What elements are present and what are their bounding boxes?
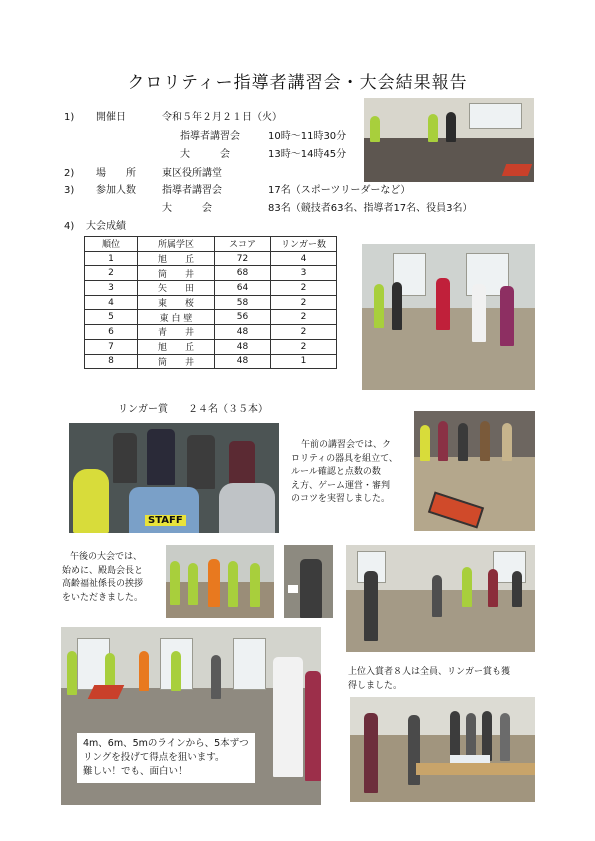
caption-afternoon-line-4: をいただきました。 [62, 592, 144, 603]
header-district: 所属学区 [138, 237, 215, 252]
caption-morning-line-5: のコツを実習しました。 [291, 494, 391, 504]
photo-winners [350, 697, 535, 802]
cell-district: 筒 井 [138, 354, 215, 369]
caption-lines [77, 733, 255, 783]
cell-rank: 4 [85, 295, 138, 310]
page-title: クロリティー指導者講習会・大会結果報告 [127, 73, 468, 93]
results-table [84, 236, 337, 369]
section-number-3: 3) [64, 185, 75, 196]
caption-morning-line-2: ロリティの器具を組立て、 [291, 453, 398, 464]
cell-ringer: 4 [271, 251, 337, 266]
cell-district: 東 桜 [138, 295, 215, 310]
caption-morning [291, 439, 398, 507]
schedule-time-1: 10時～11時30分 [268, 131, 347, 142]
cell-ringer: 2 [271, 295, 337, 310]
participant-count-2: 83名（競技者63名、指導者17名、役員3名） [268, 203, 473, 214]
caption-winners-line-2: 得しました。 [348, 680, 403, 691]
cell-rank: 5 [85, 310, 138, 325]
caption-winners [348, 666, 510, 693]
section-label-date: 開催日 [96, 112, 126, 123]
cell-rank: 3 [85, 281, 138, 296]
header-ringer: リンガー数 [271, 237, 337, 252]
caption-afternoon-line-2: 始めに、殿島会長と [62, 565, 144, 576]
participant-count-1: 17名（スポーツリーダーなど） [268, 185, 411, 196]
cell-rank: 2 [85, 266, 138, 281]
table-header-row [85, 237, 337, 252]
cell-score: 48 [215, 339, 271, 354]
caption-morning-line-1: 午前の講習会では、ク [301, 440, 392, 450]
cell-rank: 8 [85, 354, 138, 369]
caption-lines-line-1: 4m、6m、5mのラインから、5本ずつ [83, 738, 249, 749]
section-number-2: 2) [64, 168, 75, 179]
table-row [85, 354, 337, 369]
cell-rank: 6 [85, 325, 138, 340]
section-label-participants: 参加人数 [96, 185, 136, 196]
caption-morning-line-3: ルール確認と点数の数 [291, 467, 381, 477]
cell-district: 矢 田 [138, 281, 215, 296]
cell-rank: 1 [85, 251, 138, 266]
photo-throwing-scene [61, 627, 321, 805]
cell-ringer: 2 [271, 281, 337, 296]
section-label-venue: 場 所 [96, 168, 136, 179]
caption-afternoon-line-1: 午後の大会では、 [70, 552, 143, 562]
caption-lines-line-3: 難しい！でも、面白い！ [83, 766, 188, 777]
cell-ringer: 2 [271, 339, 337, 354]
section-number-1: 1) [64, 112, 75, 123]
staff-vest-text: STAFF [145, 515, 186, 526]
cell-district: 旭 丘 [138, 251, 215, 266]
cell-ringer: 2 [271, 310, 337, 325]
schedule-name-2: 大 会 [180, 149, 230, 160]
cell-district: 青 井 [138, 325, 215, 340]
table-row [85, 339, 337, 354]
cell-score: 68 [215, 266, 271, 281]
photo-hall-practice [364, 98, 534, 182]
cell-score: 72 [215, 251, 271, 266]
header-rank: 順位 [85, 237, 138, 252]
caption-lines-line-2: リングを投げて得点を狙います。 [83, 752, 225, 763]
table-row [85, 325, 337, 340]
cell-district: 旭 丘 [138, 339, 215, 354]
table-row [85, 295, 337, 310]
cell-ringer: 3 [271, 266, 337, 281]
cell-score: 56 [215, 310, 271, 325]
section-number-4: 4) [64, 221, 75, 232]
participant-name-2: 大 会 [162, 203, 212, 214]
cell-score: 48 [215, 325, 271, 340]
cell-score: 58 [215, 295, 271, 310]
table-row [85, 281, 337, 296]
section-label-results: 大会成績 [86, 221, 126, 232]
table-row [85, 266, 337, 281]
event-date: 令和５年２月２１日（火） [162, 112, 282, 123]
photo-morning-workshop [69, 423, 279, 533]
cell-rank: 7 [85, 339, 138, 354]
cell-district: 筒 井 [138, 266, 215, 281]
schedule-name-1: 指導者講習会 [180, 131, 240, 142]
table-row [85, 251, 337, 266]
cell-ringer: 1 [271, 354, 337, 369]
venue-value: 東区役所講堂 [162, 168, 222, 179]
caption-morning-line-4: え方、ゲーム運営・審判 [291, 480, 391, 491]
ringer-award: リンガー賞 ２４名（３５本） [118, 404, 268, 415]
schedule-time-2: 13時～14時45分 [268, 149, 347, 160]
photo-group-hall [362, 244, 535, 390]
caption-winners-line-1: 上位入賞者８人は全員、リンガー賞も獲 [348, 667, 511, 677]
photo-tournament-wide [346, 545, 535, 652]
photo-speaker [284, 545, 333, 618]
cell-ringer: 2 [271, 325, 337, 340]
participant-name-1: 指導者講習会 [162, 185, 222, 196]
cell-score: 64 [215, 281, 271, 296]
caption-afternoon-line-3: 高齢福祉係長の挨拶 [62, 579, 144, 589]
photo-target-setup [414, 411, 535, 531]
header-score: スコア [215, 237, 271, 252]
caption-afternoon [62, 551, 143, 605]
table-row [85, 310, 337, 325]
cell-district: 東 白 壁 [138, 310, 215, 325]
cell-score: 48 [215, 354, 271, 369]
photo-staff-lineup [166, 545, 274, 618]
